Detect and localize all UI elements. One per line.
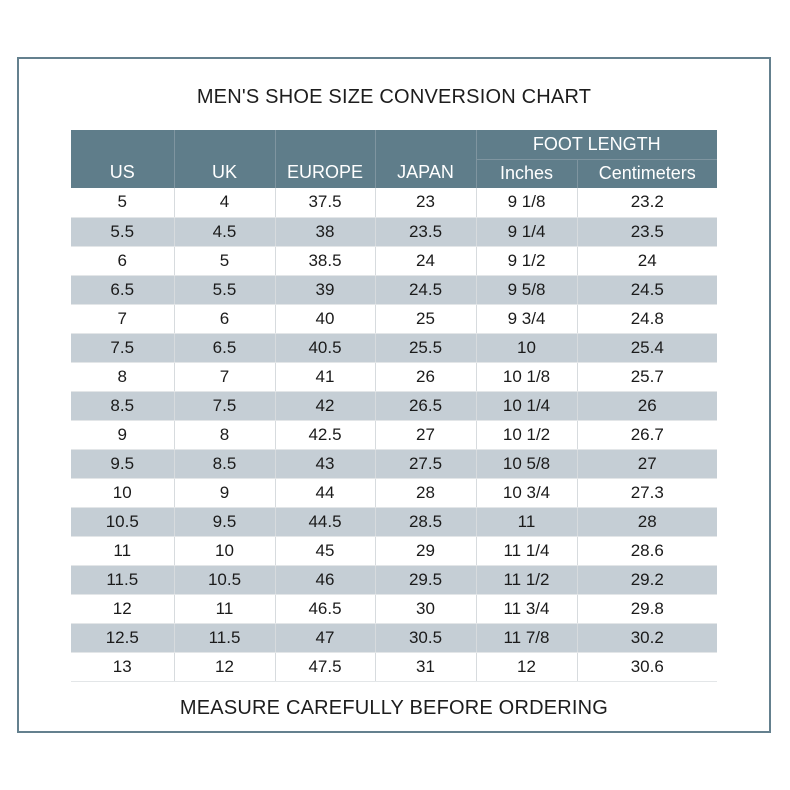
size-cell: 10 1/8 <box>476 362 577 391</box>
size-cell: 12 <box>71 594 174 623</box>
size-cell: 40 <box>275 304 375 333</box>
size-cell: 5.5 <box>174 275 275 304</box>
size-cell: 24 <box>577 246 717 275</box>
table-row <box>71 275 717 304</box>
table-row <box>71 188 717 217</box>
chart-frame <box>17 57 771 733</box>
size-cell: 29.5 <box>375 565 476 594</box>
size-cell: 11 1/4 <box>476 536 577 565</box>
size-cell: 10 <box>476 333 577 362</box>
chart-title: MEN'S SHOE SIZE CONVERSION CHART <box>196 86 592 108</box>
size-cell: 7.5 <box>174 391 275 420</box>
size-cell: 28.6 <box>577 536 717 565</box>
size-cell: 27 <box>577 449 717 478</box>
size-cell: 39 <box>275 275 375 304</box>
size-cell: 24.5 <box>577 275 717 304</box>
column-header-uk: UK <box>174 130 275 188</box>
table-row <box>71 391 717 420</box>
size-cell: 23.5 <box>577 217 717 246</box>
size-cell: 8.5 <box>71 391 174 420</box>
table-row <box>71 449 717 478</box>
size-cell: 37.5 <box>275 188 375 217</box>
size-cell: 4 <box>174 188 275 217</box>
table-row <box>71 536 717 565</box>
size-cell: 9.5 <box>71 449 174 478</box>
size-cell: 5 <box>174 246 275 275</box>
table-row <box>71 333 717 362</box>
size-cell: 7 <box>71 304 174 333</box>
size-cell: 23 <box>375 188 476 217</box>
size-cell: 23.2 <box>577 188 717 217</box>
size-cell: 8 <box>174 420 275 449</box>
column-header-centimeters: Centimeters <box>577 159 717 188</box>
size-cell: 44 <box>275 478 375 507</box>
column-group-header-foot-length: FOOT LENGTH <box>476 130 717 159</box>
size-cell: 11.5 <box>174 623 275 652</box>
size-cell: 10 1/2 <box>476 420 577 449</box>
size-cell: 26 <box>375 362 476 391</box>
size-cell: 29 <box>375 536 476 565</box>
size-cell: 9 1/2 <box>476 246 577 275</box>
table-row <box>71 478 717 507</box>
size-cell: 45 <box>275 536 375 565</box>
size-cell: 6.5 <box>174 333 275 362</box>
shoe-size-conversion-table <box>71 130 717 682</box>
table-body <box>71 188 717 681</box>
size-cell: 46 <box>275 565 375 594</box>
size-cell: 11 <box>476 507 577 536</box>
size-cell: 9 <box>71 420 174 449</box>
size-cell: 23.5 <box>375 217 476 246</box>
size-cell: 43 <box>275 449 375 478</box>
size-cell: 8 <box>71 362 174 391</box>
size-cell: 46.5 <box>275 594 375 623</box>
footer-note: MEASURE CAREFULLY BEFORE ORDERING <box>179 696 609 719</box>
size-cell: 11 1/2 <box>476 565 577 594</box>
size-cell: 11.5 <box>71 565 174 594</box>
size-cell: 10.5 <box>71 507 174 536</box>
size-cell: 30.5 <box>375 623 476 652</box>
size-cell: 26.7 <box>577 420 717 449</box>
table-row <box>71 652 717 681</box>
size-cell: 24.5 <box>375 275 476 304</box>
size-cell: 27 <box>375 420 476 449</box>
table-row <box>71 217 717 246</box>
size-cell: 4.5 <box>174 217 275 246</box>
size-cell: 25.4 <box>577 333 717 362</box>
size-cell: 11 <box>71 536 174 565</box>
size-cell: 28 <box>375 478 476 507</box>
size-cell: 28 <box>577 507 717 536</box>
size-cell: 9 <box>174 478 275 507</box>
header-group-row <box>71 130 717 159</box>
size-cell: 11 <box>174 594 275 623</box>
size-cell: 11 7/8 <box>476 623 577 652</box>
size-cell: 42 <box>275 391 375 420</box>
table-row <box>71 623 717 652</box>
size-cell: 6 <box>174 304 275 333</box>
size-cell: 47.5 <box>275 652 375 681</box>
table-row <box>71 304 717 333</box>
table-row <box>71 565 717 594</box>
size-cell: 25 <box>375 304 476 333</box>
table-row <box>71 594 717 623</box>
size-cell: 10 1/4 <box>476 391 577 420</box>
size-cell: 44.5 <box>275 507 375 536</box>
size-cell: 38.5 <box>275 246 375 275</box>
size-cell: 10.5 <box>174 565 275 594</box>
size-cell: 24 <box>375 246 476 275</box>
size-cell: 29.2 <box>577 565 717 594</box>
size-cell: 27.5 <box>375 449 476 478</box>
column-header-inches: Inches <box>476 159 577 188</box>
table-row <box>71 362 717 391</box>
size-cell: 10 <box>174 536 275 565</box>
size-cell: 41 <box>275 362 375 391</box>
size-cell: 30 <box>375 594 476 623</box>
table-row <box>71 420 717 449</box>
size-cell: 9 1/8 <box>476 188 577 217</box>
size-cell: 27.3 <box>577 478 717 507</box>
size-cell: 9 1/4 <box>476 217 577 246</box>
size-cell: 25.5 <box>375 333 476 362</box>
size-cell: 25.7 <box>577 362 717 391</box>
size-cell: 29.8 <box>577 594 717 623</box>
size-cell: 12 <box>476 652 577 681</box>
size-cell: 12.5 <box>71 623 174 652</box>
size-cell: 13 <box>71 652 174 681</box>
size-cell: 8.5 <box>174 449 275 478</box>
size-cell: 40.5 <box>275 333 375 362</box>
size-cell: 30.6 <box>577 652 717 681</box>
size-cell: 38 <box>275 217 375 246</box>
size-cell: 26 <box>577 391 717 420</box>
size-cell: 42.5 <box>275 420 375 449</box>
size-cell: 28.5 <box>375 507 476 536</box>
size-cell: 11 3/4 <box>476 594 577 623</box>
size-cell: 10 3/4 <box>476 478 577 507</box>
size-cell: 9 3/4 <box>476 304 577 333</box>
size-cell: 24.8 <box>577 304 717 333</box>
table-header <box>71 130 717 188</box>
size-cell: 26.5 <box>375 391 476 420</box>
column-header-europe: EUROPE <box>275 130 375 188</box>
table-row <box>71 507 717 536</box>
table-row <box>71 246 717 275</box>
size-cell: 30.2 <box>577 623 717 652</box>
size-cell: 12 <box>174 652 275 681</box>
size-cell: 9 5/8 <box>476 275 577 304</box>
size-cell: 5.5 <box>71 217 174 246</box>
size-cell: 31 <box>375 652 476 681</box>
size-cell: 47 <box>275 623 375 652</box>
size-cell: 6.5 <box>71 275 174 304</box>
size-cell: 10 5/8 <box>476 449 577 478</box>
size-cell: 9.5 <box>174 507 275 536</box>
column-header-japan: JAPAN <box>375 130 476 188</box>
size-cell: 7 <box>174 362 275 391</box>
size-cell: 5 <box>71 188 174 217</box>
size-cell: 10 <box>71 478 174 507</box>
column-header-us: US <box>71 130 174 188</box>
size-cell: 6 <box>71 246 174 275</box>
size-cell: 7.5 <box>71 333 174 362</box>
